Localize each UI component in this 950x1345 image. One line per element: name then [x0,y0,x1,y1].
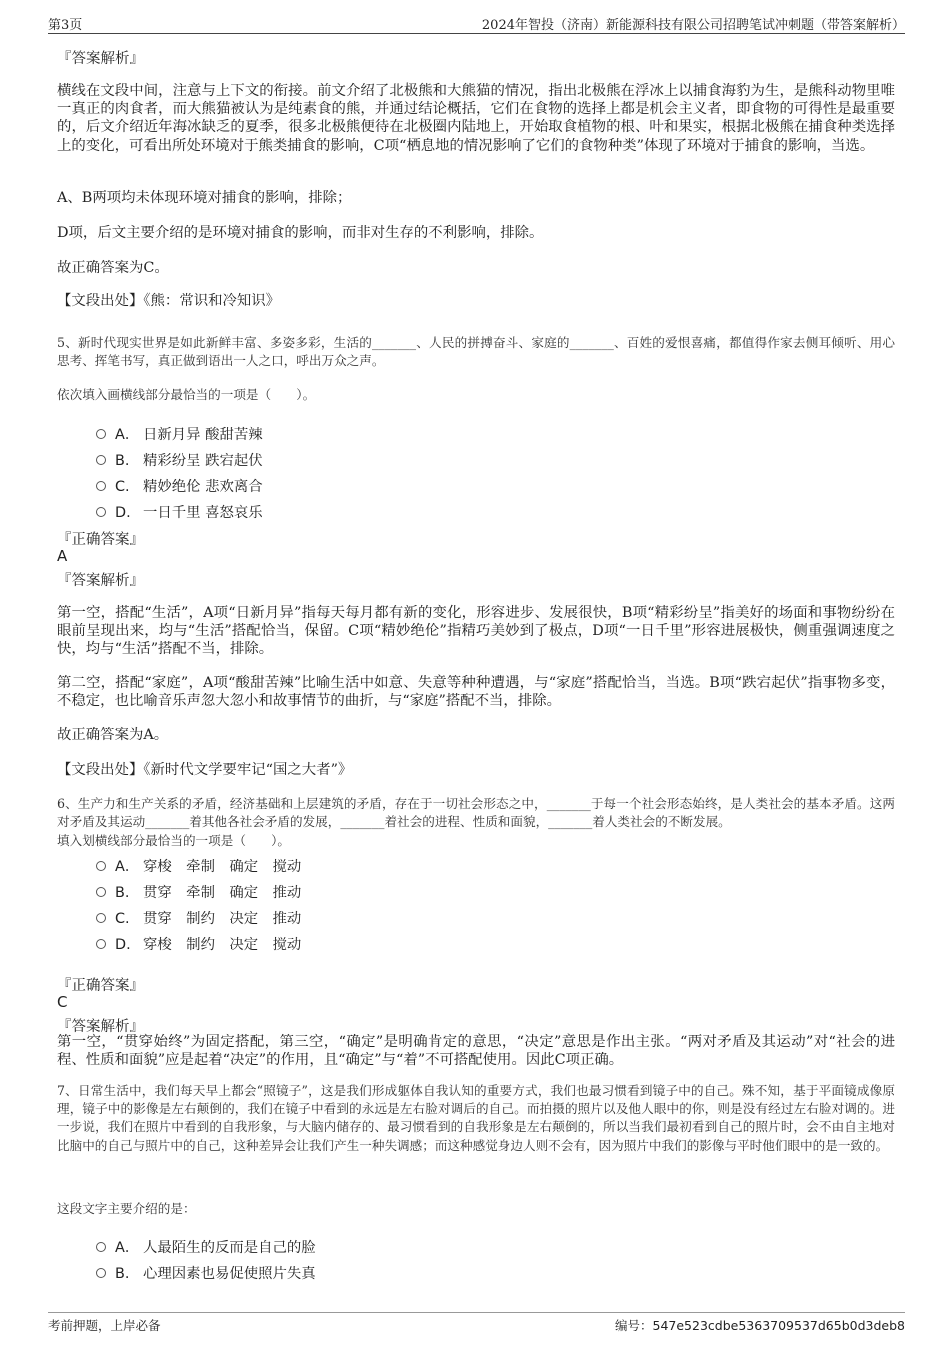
q4-analysis: 横线在文段中间，注意与上下文的衔接。前文介绍了北极熊和大熊猫的情况，指出北极熊在浮冰上以捕食海豹为生，是熊科动物里唯一真正的肉食者，而大熊猫被认为是纯素食的熊，并通过结论概括，它们在食物的选择上都是机会主义者，即食物的可得性是最重要的，后文介绍近年海冰缺乏的夏季，很多北极熊便待在北极圈内陆地上，开始取食植物的根、叶和果实，根据北极熊在捕食种类选择上的变化，可看出所处环境对于熊类捕食的影响，C项“栖息地的情况影响了它们的食物种类”体现了环境对于捕食的影响，当选。 [57,83,895,154]
q6-option-b[interactable]: B. 贯穿 牵制 确定 推动 [96,881,301,901]
q7-option-b[interactable]: B. 心理因素也易促使照片失真 [96,1262,316,1282]
q6-stem: 6、生产力和生产关系的矛盾，经济基础和上层建筑的矛盾，存在于一切社会形态之中，_______于每一个社会形态始终，是人类社会的基本矛盾。这两对矛盾及其运动_______着其他各社会矛盾的发展，_______着社会的进程、性质和面貌，_______着人类社会的不断发展。 [57,796,895,830]
q5-answer-title: 『正确答案』 [57,532,144,548]
q5-analysis-title: 『答案解析』 [57,573,144,589]
radio-icon[interactable] [96,887,106,897]
q5-stem: 5、新时代现实世界是如此新鲜丰富、多姿多彩，生活的_______、人民的拼搏奋斗、家庭的_______、百姓的爱恨喜痛，都值得作家去侧耳倾听、用心思考、挥笔书写，真正做到语出一人之口，呼出万众之声。 [57,335,895,369]
radio-icon[interactable] [96,861,106,871]
q4-source: 【文段出处】《熊：常识和冷知识》 [57,293,281,309]
q5-source: 【文段出处】《新时代文学要牢记“国之大者”》 [57,762,353,778]
q5-prompt: 依次填入画横线部分最恰当的一项是（ ）。 [57,387,316,402]
q6-option-a[interactable]: A． 穿梭 牵制 确定 搅动 [96,855,301,875]
q4-analysis-d: D项，后文主要介绍的是环境对捕食的影响，而非对生存的不利影响，排除。 [57,225,544,241]
q5-option-c[interactable]: C. 精妙绝伦 悲欢离合 [96,475,263,495]
radio-icon[interactable] [96,455,106,465]
q5-answer: A [57,547,68,565]
radio-icon[interactable] [96,939,106,949]
q6-answer-title: 『正确答案』 [57,978,144,994]
q5-conclusion: 故正确答案为A。 [57,727,169,743]
radio-icon[interactable] [96,507,106,517]
radio-icon[interactable] [96,481,106,491]
q4-analysis-title: 『答案解析』 [57,51,144,67]
radio-icon[interactable] [96,1268,106,1278]
q6-option-c[interactable]: C. 贯穿 制约 决定 推动 [96,907,301,927]
q6-option-d[interactable]: D. 穿梭 制约 决定 搅动 [96,933,301,953]
page-footer [48,1312,905,1334]
q5-option-a[interactable]: A． 日新月异 酸甜苦辣 [96,423,263,443]
radio-icon[interactable] [96,913,106,923]
radio-icon[interactable] [96,429,106,439]
q7-stem: 7、日常生活中，我们每天早上都会“照镜子”，这是我们形成躯体自我认知的重要方式，我们也最习惯看到镜子中的自己。殊不知，基于平面镜成像原理，镜子中的影像是左右颠倒的，我们在镜子中看到的永远是左右脸对调后的自己。而拍摄的照片以及他人眼中的你，则是没有经过左右脸对调的。进一步说，我们在照片中看到的自我形象，与大脑内储存的、最习惯看到的自我形象是左右颠倒的，所以当我们最初看到自己的照片时，会不由自主地对比脑中的自己与照片中的自己，这种差异会让我们产生一种失调感；而这种感觉身边人则不会有，因为照片中我们的影像与平时他们眼中的是一致的。 [57,1083,895,1153]
document-title: 2024年智投（济南）新能源科技有限公司招聘笔试冲刺题（带答案解析） [481,18,905,33]
q7-prompt: 这段文字主要介绍的是： [57,1201,196,1216]
footer-slogan: 考前押题，上岸必备 [48,1318,161,1333]
q5-option-b[interactable]: B. 精彩纷呈 跌宕起伏 [96,449,263,469]
q5-analysis-2: 第二空，搭配“家庭”，A项“酸甜苦辣”比喻生活中如意、失意等种种遭遇，与“家庭”搭配恰当，当选。B项“跌宕起伏”指事物多变，不稳定，也比喻音乐声忽大忽小和故事情节的曲折，与“家庭”搭配不当，排除。 [57,675,895,710]
q4-analysis-ab: A、B两项均未体现环境对捕食的影响，排除； [57,190,352,206]
q6-analysis-title: 『答案解析』 [57,1019,144,1035]
radio-icon[interactable] [96,1242,106,1252]
q5-analysis-1: 第一空，搭配“生活”，A项“日新月异”指每天每月都有新的变化，形容进步、发展很快，B项“精彩纷呈”指美好的场面和事物纷纷在眼前呈现出来，均与“生活”搭配恰当，保留。C项“精妙绝伦”指精巧美妙到了极点，D项“一日千里”形容进展极快，侧重强调速度之快，均与“生活”搭配不当，排除。 [57,605,895,658]
q5-option-d[interactable]: D. 一日千里 喜怒哀乐 [96,501,263,521]
document-code: 编号：547e523cdbe5363709537d65b0d3deb8 [614,1318,905,1333]
q6-answer: C [57,993,68,1011]
page-header [48,11,905,34]
q4-conclusion: 故正确答案为C。 [57,260,169,276]
q6-prompt: 填入划横线部分最恰当的一项是（ ）。 [57,833,290,848]
page-number: 第3页 [48,18,83,33]
q6-analysis: 第一空，“贯穿始终”为固定搭配，第三空，“确定”是明确肯定的意思，“决定”意思是作出主张。“两对矛盾及其运动”对“社会的进程、性质和面貌”应是起着“决定”的作用，且“确定”与“着”不可搭配使用。因此C项正确。 [57,1034,895,1069]
q7-option-a[interactable]: A． 人最陌生的反而是自己的脸 [96,1236,316,1256]
